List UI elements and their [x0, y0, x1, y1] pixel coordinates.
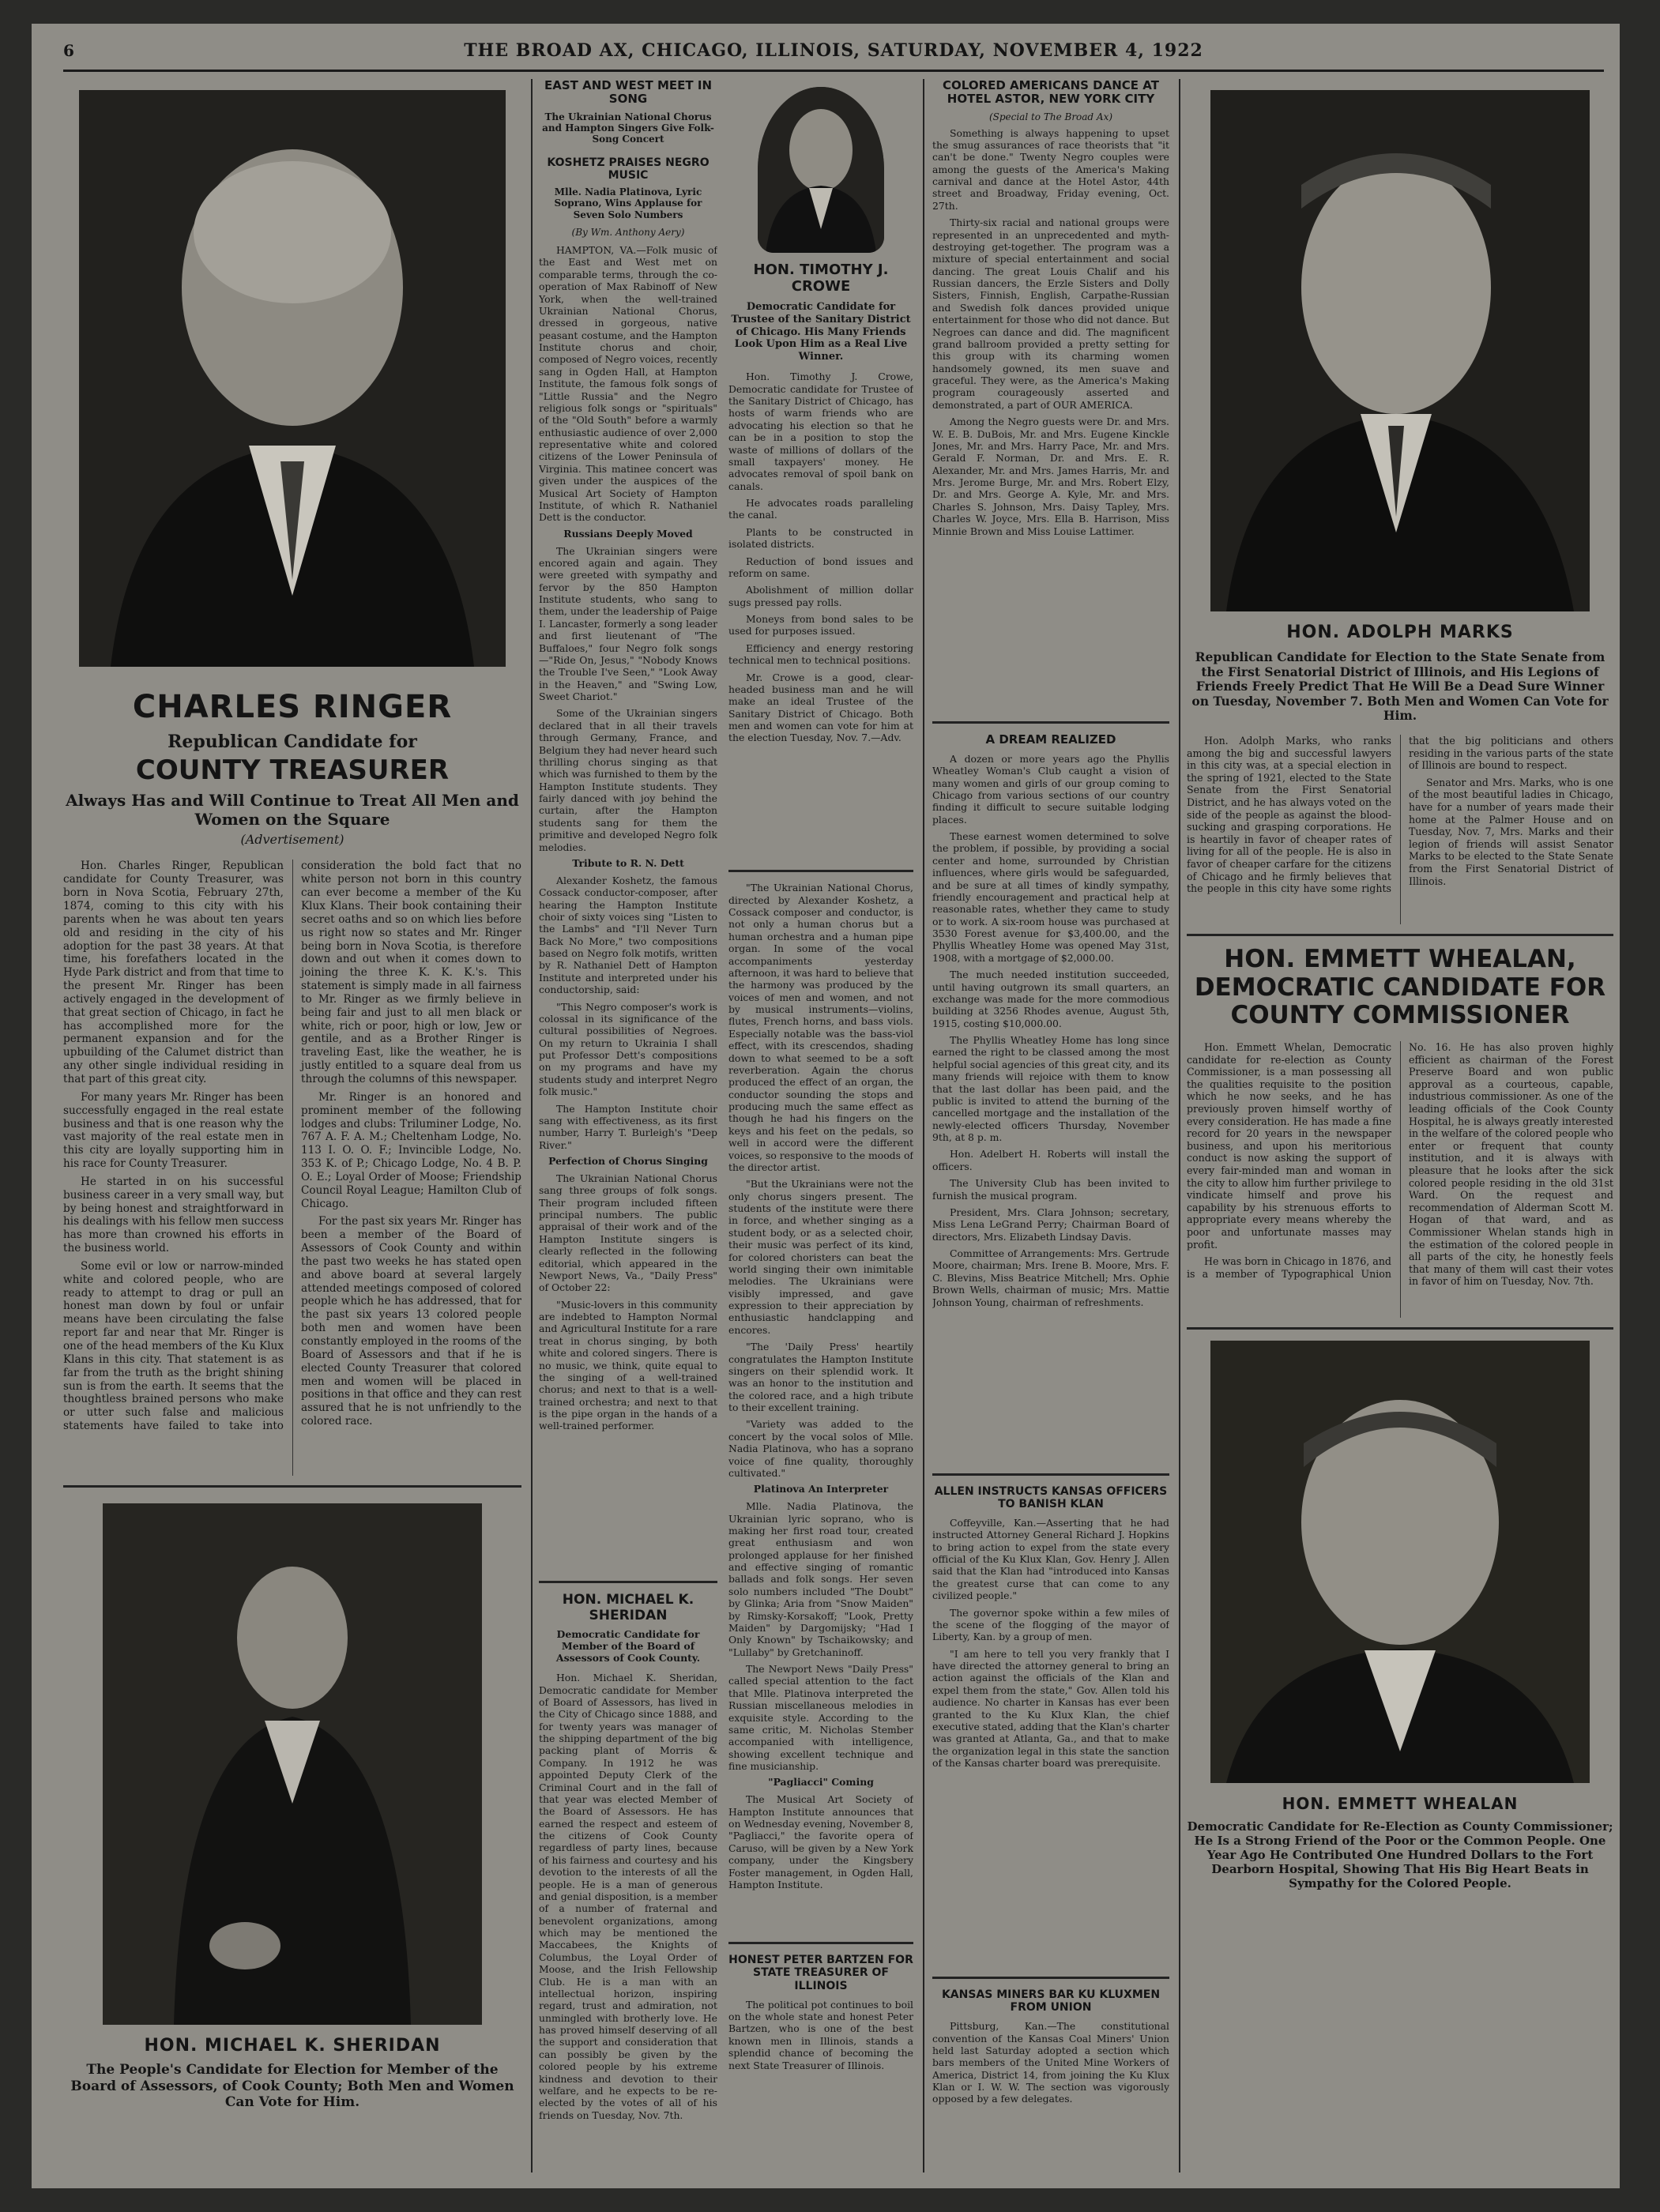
paragraph: Hon. Emmett Whelan, Democratic candidate for re-election as County Commissioner, is a man possessing all the qualities requisite to the position which he now seeks, and he has previously proven himself worthy of every consideration. He has made a fine record for 20 years in the newspaper business, and upon his meritorious conduct is now asking the support of every fair-minded man and woman in the city to allow him further privilege to vindicate himself and prove his capability by his strenuous efforts to appropriate every means whereby the poor and unfortunate masses may profit. — [1187, 1040, 1391, 1251]
paragraph: Alexander Koshetz, the famous Cossack conductor-composer, after hearing the Hampton Institute choir of sixty voices sing "Listen to the Lambs" and "I'll Never Turn Back No More," two compositions based on Negro folk motifs, written by R. Nathaniel Dett of Hampton Institute and interpreted under his conductorship, said: — [539, 874, 717, 996]
divider — [539, 1581, 717, 1583]
paragraph: A dozen or more years ago the Phyllis Wheatley Woman's Club caught a vision of many women and girls of our group coming to Chicago from various sections of our country finding it difficult to secure suitable lodging places. — [932, 752, 1169, 826]
paragraph: He was born in Chicago in 1876, and is a member of Typographical Union No. 16. He has also proven highly efficient as chairman of the Forest Preserve Board and won public approval as a courteous, capable, industrious commissioner. As one of the leading officials of the Cook County Hospital, he is always greatly interested in the welfare of the colored people who enter or frequent that county institution, and it is always with pleasure that he looks after the sick colored people residing in the old 31st Ward. On the request and recommendation of Alderman Scott M. Hogan of that ward, and as Commissioner Whelan stands high in the estimation of the colored people in all parts of the city, he honestly feels that many of them will cast their votes in favor of him on Tuesday, Nov. 7th. — [1187, 1040, 1613, 1288]
subhead: Perfection of Chorus Singing — [548, 1155, 708, 1168]
paragraph: Efficiency and energy restoring technical men to technical positions. — [728, 641, 913, 667]
page-number: 6 — [63, 41, 75, 60]
marks-photo — [1210, 90, 1590, 611]
portrait-photo-icon — [758, 87, 884, 253]
sheridan-subtitle: Democratic Candidate for Member of the Board of Assessors of Cook County. — [555, 1628, 701, 1665]
advertisement-label: (Advertisement) — [240, 832, 344, 848]
paragraph: Moneys from bond sales to be used for purposes issued. — [728, 613, 913, 638]
whealan-photo — [1210, 1341, 1590, 1783]
paragraph: For many years Mr. Ringer has been successfully engaged in the real estate business and that is one reason why the vast majority of the real estate men in this city are loyally supporting him in his race for County Treasurer. — [63, 1090, 284, 1171]
paragraph: The much needed institution succeeded, until having outgrown its small quarters, an exchange was made for the more commodious building at 3256 Rhodes avenue, August 5th, 1915, costing $10,000.00. — [932, 969, 1169, 1029]
astor-body — [932, 127, 1169, 712]
paragraph: President, Mrs. Clara Johnson; secretary, Miss Lena LeGrand Perry; Chairman Board of directors, Mrs. Elizabeth Lindsay Davis. — [932, 1206, 1169, 1243]
paragraph: Mr. Ringer is an honored and prominent member of the following lodges and clubs: Triluminer Lodge, No. 767 A. F. A. M.; Cheltenham Lodge, No. 113 I. O. O. F.; Invincible Lodge, No. 353 K. of P.; Chicago Lodge, No. 4 B. P. O. E.; Loyal Order of Moose; Friendship Council Royal League; Hamilton Club of Chicago. — [301, 1090, 521, 1210]
portrait-photo-icon — [79, 90, 506, 667]
ringer-subtitle-2: COUNTY TREASURER — [135, 754, 450, 787]
divider — [932, 721, 1169, 724]
masthead-title: THE BROAD AX, CHICAGO, ILLINOIS, SATURDAY, NOVEMBER 4, 1922 — [464, 40, 1203, 61]
paragraph: HAMPTON, VA.—Folk music of the East and West met on comparable terms, through the co-operation of Max Rabinoff of New York, when the well-trained Ukrainian National Chorus, dressed in gorgeous, native peasant costume, and the Hampton Institute chorus and choir, composed of Negro voices, recently sang in Ogden Hall, at Hampton Institute, the famous folk songs of "Little Russia" and the Negro religious folk songs or "spirituals" of the "Old South" before a warmly enthusiastic audience of over 2,000 representative white and colored citizens of the Lower Peninsula of Virginia. This matinee concert was given under the auspices of the Musical Art Society of Hampton Institute, of which R. Nathaniel Dett is the conductor. — [539, 244, 717, 524]
column-rule — [1179, 79, 1180, 2172]
paragraph: Hon. Adolph Marks, who ranks among the big and successful lawyers in this city was, at a special election in the spring of 1921, elected to the State Senate from the First Senatorial District, and he has always voted on the side of the people as against the blood-sucking and grasping corporations. He is heartily in favor of cheaper rates of living for all of the people. He is also in favor of cheaper carfare for the citizens of Chicago and he firmly believes that the people in this city have some rights that the big politicians and others residing in the various parts of the state of Illinois are bound to respect. — [1187, 734, 1613, 895]
paragraph: Plants to be constructed in isolated districts. — [728, 525, 913, 551]
sheridan-body — [539, 1672, 717, 2172]
paragraph: "The 'Daily Press' heartily congratulates the Hampton Institute singers on their splendid work. It was an honor to the institution and the colored race, and a high tribute to their excellent training. — [728, 1341, 913, 1414]
paragraph: Hon. Charles Ringer, Republican candidate for County Treasurer, was born in Nova Scotia, February 27th, 1874, coming to this city with his parents when he was about ten years old and residing in the city of his adoption for the past 38 years. At that time, his forefathers located in the Hyde Park district and from that time to the present Mr. Ringer has been actively engaged in the development of that great section of Chicago, in fact he has accomplished more for the permanent expansion and for the upbuilding of the Calumet district than any other single individual residing in that part of this great city. — [63, 860, 284, 1085]
newspaper-page — [32, 24, 1620, 2188]
whealan-caption: HON. EMMETT WHEALAN — [1282, 1793, 1519, 1813]
paragraph: He advocates roads paralleling the canal. — [728, 497, 913, 521]
music-headline: EAST AND WEST MEET IN SONG — [544, 79, 712, 107]
paragraph: "Variety was added to the concert by the vocal solos of Mlle. Nadia Platinova, who has a soprano voice of fine quality, thoroughly cultivated." — [728, 1418, 913, 1479]
column-marks — [1187, 79, 1613, 2172]
paragraph: Some evil or low or narrow-minded white and colored people, who are ready to attempt to drag or pull an honest man down by foul or unfair means have been circulating the false report far and near that Mr. Ringer is one of the head members of the Ku Klux Klans in this city. That statement is as far from the truth as the bright shining sun is from the earth. It seems that the thoughtless brained persons who make or utter such false and malicious statements have failed to take into consideration the bold fact that no white person not born in this country can ever become a member of the Ku Klux Klans. Their book containing their secret oaths and so on which lies before us right now so states and Mr. Ringer being born in Nova Scotia, is therefore down and out when it comes down to joining the three K. K. K.'s. This statement is simply made in all fairness to Mr. Ringer as we firmly believe in being fair and just to all men black or white, rich or poor, high or low, Jew or gentile, and as a Brother Ringer is traveling East, like the weather, he is justly entitled to a square deal from us through the columns of this newspaper. — [63, 860, 521, 1433]
paragraph: Mlle. Nadia Platinova, the Ukrainian lyric soprano, who is making her first road tour, created great enthusiasm and won prolonged applause for her finished and effective singing of romantic ballads and folk songs. Her seven solo numbers included "The Doubt" by Glinka; Aria from "Snow Maiden" by Rimsky-Korsakoff; "Look, Pretty Maiden" by Dargomijsky; "Had I Only Known" by Tschaikowsky; and "Lullaby" by Gretchaninoff. — [728, 1500, 913, 1658]
bartzen-body — [728, 1999, 913, 2071]
paragraph: "This Negro composer's work is colossal in its significance of the cultural possibilities of Negroes. On my return to Ukrainia I shall put Professor Dett's compositions on my programs and have my students study and interpret Negro folk music." — [539, 1000, 717, 1098]
music-subheadline: The Ukrainian National Chorus and Hampton Singers Give Folk-Song Concert — [542, 111, 714, 145]
klan-headline: ALLEN INSTRUCTS KANSAS OFFICERS TO BANISH KLAN — [934, 1484, 1168, 1510]
music-body — [539, 244, 717, 1571]
subhead: Tribute to R. N. Dett — [572, 856, 684, 869]
paragraph: The Musical Art Society of Hampton Institute announces that on Wednesday evening, November 8, "Pagliacci," the favorite opera of Caruso, will be given by a New York company, under the Kingsbery Foster management, in Ogden Hall, Hampton Institute. — [728, 1793, 913, 1890]
paragraph: He started in on his successful business career in a very small way, but by being honest and straightforward in his dealings with his fellow men success has more than crowned his efforts in the business world. — [63, 1175, 284, 1255]
ringer-subtitle-3: Always Has and Will Continue to Treat All Men and Women on the Square — [66, 791, 519, 830]
crowe-subtitle: Democratic Candidate for Trustee of the Sanitary District of Chicago. His Many Friends Look Upon Him as a Real Live Winner. — [731, 301, 911, 363]
dream-headline: A DREAM REALIZED — [985, 732, 1116, 747]
bartzen-headline: HONEST PETER BARTZEN FOR STATE TREASURER OF ILLINOIS — [728, 1954, 913, 1992]
paragraph: "The Ukrainian National Chorus, directed by Alexander Koshetz, a Cossack composer and conductor, is not only a human chorus but a human orchestra and a human pipe organ. In some of the vocal accompaniments yesterday afternoon, it was hard to believe that the harmony was produced by the voices of men and women, and not by musical instruments—violins, flutes, French horns, and bass viols. Especially notable was the bass-viol effect, with its crescendos, shading down to what seemed to be a soft reverberation. Again the chorus produced the effect of an organ, the conductor sounding the stops and producing much the same effect as though he had his fingers on the keys and his feet on the pedals, so well in accord were the different voices, so responsive to the moods of the director artist. — [728, 882, 913, 1173]
ringer-article-body — [63, 860, 521, 1476]
sheridan-photo — [103, 1503, 482, 2025]
paragraph: These earnest women determined to solve the problem, if possible, by providing a social center and home, surrounded by Christian influences, where girls would be safeguarded, and be sure at all times of kindly sympathy, friendly encouragement and practical help at reasonable rates, whether they came to study or to work. A six-room house was purchased at 3530 Forest avenue for $3,400.00, and the Phyllis Wheatley Home was opened May 31st, 1908, with a mortgage of $2,000.00. — [932, 830, 1169, 964]
ringer-name: CHARLES RINGER — [132, 689, 453, 725]
whealan-headline: HON. EMMETT WHEALAN, DEMOCRATIC CANDIDATE FOR COUNTY COMMISSIONER — [1194, 944, 1606, 1030]
divider — [1187, 934, 1613, 936]
paragraph: Reduction of bond issues and reform on same. — [728, 555, 913, 579]
divider — [1187, 1327, 1613, 1330]
ringer-subtitle-1: Republican Candidate for — [168, 732, 417, 752]
column-rule — [531, 79, 533, 2172]
marks-caption: HON. ADOLPH MARKS — [1286, 623, 1514, 642]
column-ringer — [63, 79, 521, 2165]
subhead: "Pagliacci" Coming — [768, 1776, 874, 1789]
paragraph: The Ukrainian singers were encored again and again. They were greeted with sympathy and fervor by the 850 Hampton Institute students, who sang to them, under the leadership of Paige I. Lancaster, formerly a song leader and first lieutenant of "The Buffaloes," four Negro folk songs—"Ride On, Jesus," "Nobody Knows the Trouble I've Seen," "Look Away in the Heaven," and "Swing Low, Sweet Chariot." — [539, 544, 717, 703]
column-news — [932, 79, 1169, 2172]
paragraph: "I am here to tell you very frankly that I have directed the attorney general to bring an action against the officials of the Klan and expel them from the state," Gov. Allen told his audience. No charter in Kansas has ever been granted to the Ku Klux Klan, the chief executive stated, adding that the Klan's charter was granted at Atlanta, Ga., and that to make the organization legal in this state the sanction of the Kansas charter board was prerequisite. — [932, 1647, 1169, 1770]
column-music — [539, 79, 717, 2172]
paragraph: "But the Ukrainians were not the only chorus singers present. The students of the institute were there in force, and whether singing as a student body, or as a selected choir, their music was perfect of its kind, for colored choristers can beat the world singing their own inimitable melodies. The Ukrainians were visibly impressed, and gave expression to their appreciation by enthusiastic handclapping and encores. — [728, 1178, 913, 1336]
subhead: Platinova An Interpreter — [753, 1483, 889, 1495]
paragraph: The governor spoke within a few miles of the scene of the flogging of the mayor of Liberty, Kan. by a group of men. — [932, 1606, 1169, 1643]
column-crowe — [728, 79, 913, 2172]
portrait-photo-icon — [1210, 1341, 1590, 1783]
divider — [728, 1942, 913, 1944]
paragraph: Abolishment of million dollar sugs pressed pay rolls. — [728, 584, 913, 608]
masthead — [63, 32, 1604, 72]
divider — [728, 870, 913, 872]
paragraph: Pittsburg, Kan.—The constitutional convention of the Kansas Coal Miners' Union held last Saturday adopted a section which bars members of the United Mine Workers of America, District 14, from joining the Ku Klux Klan or I. W. W. The section was vigorously opposed by a few delegates. — [932, 2020, 1169, 2105]
paragraph: The Phyllis Wheatley Home has long since earned the right to be classed among the most helpful social agencies of this great city, and its many friends will rejoice with them to know that the last dollar has been paid, and the public is invited to attend the burning of the cancelled mortgage and the installation of the newly-elected officers Thursday, November 9th, at 8 p. m. — [932, 1034, 1169, 1143]
astor-headline: COLORED AMERICANS DANCE AT HOTEL ASTOR, NEW YORK CITY — [943, 79, 1159, 107]
column-rule — [923, 79, 924, 2172]
music-headline-2: KOSHETZ PRAISES NEGRO MUSIC — [547, 156, 710, 182]
whealan-subcaption: Democratic Candidate for Re-Election as County Commissioner; He Is a Strong Friend of the Poor or the Common People. One Year Ago He Contributed One Hundred Dollars to the Fort Dearborn Hospital, Showing That His Big Heart Beats in Sympathy for the Colored People. — [1187, 1819, 1613, 1890]
paragraph: Some of the Ukrainian singers declared that in all their travels through Germany, France, and Belgium they had never heard such thrilling chorus singing as that which was furnished to them by the Hampton Institute students. They fairly danced with joy behind the curtain, after the Hampton students sang for them the primitive and developed Negro folk melodies. — [539, 707, 717, 853]
divider — [932, 1977, 1169, 1979]
paragraph: Hon. Adelbert H. Roberts will install the officers. — [932, 1148, 1169, 1172]
paragraph: Committee of Arrangements: Mrs. Gertrude Moore, chairman; Mrs. Irene B. Moore, Mrs. F. C. Blevins, Miss Beatrice Mitchell; Mrs. Ophie Brown Wells, chairman of music; Mrs. Mattie Johnson Young, chairman of refreshments. — [932, 1247, 1169, 1308]
paragraph: Thirty-six racial and national groups were represented in an unprecedented and myth-destroying get-together. The program was a mixture of special entertainment and social dancing. The great Louis Chalif and his Russian dancers, the Erzle Sisters and Dolly Sisters, Finnish, English, Carpathe-Russian and Swedish folk dances provided unique entertainment for those who did not dance. But Negroes can dance and did. The magnificent grand ballroom provided a pretty setting for this group with its charming women handsomely gowned, its men suave and graceful. They were, as the America's Making program courageously asserted and demonstrated, a part of OUR AMERICA. — [932, 216, 1169, 411]
crowe-name: HON. TIMOTHY J. CROWE — [753, 261, 889, 295]
music-subheadline-2: Mlle. Nadia Platinova, Lyric Soprano, Wins Applause for Seven Solo Numbers — [554, 186, 702, 220]
paragraph: "Music-lovers in this community are indebted to Hampton Normal and Agricultural Institute for a rare treat in chorus singing, by both white and colored singers. There is no music, we think, quite equal to the singing of a well-trained chorus; and next to that is a well-trained orchestra; and next to that is the pipe organ in the hands of a well-trained performer. — [539, 1298, 717, 1432]
marks-subtitle: Republican Candidate for Election to the State Senate from the First Senatorial District of Illinois, and His Legions of Friends Freely Predict That He Will Be a Dead Sure Winner on Tuesday, November 7. Both Men and Women Can Vote for Him. — [1191, 649, 1609, 724]
crowe-photo — [758, 87, 884, 253]
marks-body — [1187, 735, 1613, 924]
dream-body — [932, 753, 1169, 1464]
whealan-body — [1187, 1041, 1613, 1318]
klan-body — [932, 1517, 1169, 1967]
paragraph: The Ukrainian National Chorus sang three groups of folk songs. Their program included fifteen principal numbers. The public appraisal of their work and of the Hampton Institute singers is clearly reflected in the following editorial, which appeared in the Newport News, Va., "Daily Press" of October 22: — [539, 1172, 717, 1294]
sheridan-photo-caption: HON. MICHAEL K. SHERIDAN — [144, 2036, 441, 2056]
divider — [63, 1485, 521, 1488]
crowe-body — [728, 371, 913, 860]
sheridan-headline: HON. MICHAEL K. SHERIDAN — [562, 1592, 694, 1623]
paragraph: Senator and Mrs. Marks, who is one of the most beautiful ladies in Chicago, have for a number of years made their home at the Palmer House and on Tuesday, Nov. 7, Mrs. Marks and their legion of friends will assist Senator Marks to be elected to the State Senate from the First Senatorial District of Illinois. — [1409, 776, 1613, 887]
paragraph: Something is always happening to upset the smug assurances of race theorists that "it can't be done." Twenty Negro couples were among the guests of the America's Making carnival and dance at the Hotel Astor, 44th street and Broadway, Friday evening, Oct. 27th. — [932, 126, 1169, 212]
sheridan-photo-subcaption: The People's Candidate for Election for Member of the Board of Assessors, of Cook County; Both Men and Women Can Vote for Him. — [70, 2062, 514, 2111]
paragraph: The University Club has been invited to furnish the musical program. — [932, 1177, 1169, 1202]
paragraph: Mr. Crowe is a good, clear-headed business man and he will make an ideal Trustee of the Sanitary District of Chicago. Both men and women can vote for him at the election Tuesday, Nov. 7.—Adv. — [728, 671, 913, 744]
paragraph: The Newport News "Daily Press" called special attention to the fact that Mlle. Platinova interpreted the Russian miscellaneous melodies in exquisite style. According to the same critic, M. Nicholas Stember accompanied with intelligence, showing excellent technique and fine musicianship. — [728, 1663, 913, 1773]
ringer-photo — [79, 90, 506, 667]
miners-body — [932, 2020, 1169, 2105]
paragraph: Hon. Michael K. Sheridan, Democratic candidate for Member of Board of Assessors, has lived in the City of Chicago since 1888, and for twenty years was manager of the shipping department of the big packing plant of Morris & Company. In 1912 he was appointed Deputy Clerk of the Criminal Court and in the fall of that year was elected Member of the Board of Assessors. He has earned the respect and esteem of the citizens of Cook County regardless of party lines, because of his fairness and courtesy and his devotion to the interests of all the people. He is a man of generous and genial disposition, is a member of a number of fraternal and benevolent organizations, among which may be mentioned the Maccabees, the Knights of Columbus, the Loyal Order of Moose, and the Irish Fellowship Club. He is a man with an intellectual horizon, inspiring regard, trust and admiration, not unmingled with brotherly love. He has proved himself deserving of all the support and consideration that can possibly be given by the colored people by his extreme kindness and devotion to their welfare, and he expects to be re-elected by the votes of all of his friends on Tuesday, Nov. 7th. — [539, 1672, 717, 2121]
divider — [932, 1473, 1169, 1476]
music-continued-body — [728, 882, 913, 1932]
paragraph: The Hampton Institute choir sang with effectiveness, as its first number, Harry T. Burleigh's "Deep River." — [539, 1102, 717, 1151]
paragraph: Coffeyville, Kan.—Asserting that he had instructed Attorney General Richard J. Hopkins to bring action to expel from the state every official of the Ku Klux Klan, Gov. Henry J. Allen said that the Klan had "introduced into Kansas the greatest curse that can come to any civilized people." — [932, 1516, 1169, 1602]
paragraph: Among the Negro guests were Dr. and Mrs. W. E. B. DuBois, Mr. and Mrs. Eugene Kinckle Jones, Mr. and Mrs. Harry Pace, Mr. and Mrs. Gerald F. Norman, Dr. and Mrs. E. R. Alexander, Mr. and Mrs. James Harris, Mr. and Mrs. Jerome Burge, Mr. and Mrs. Robert Elzy, Dr. and Mrs. George A. Kyle, Mr. and Mrs. Charles S. Johnson, Mrs. Daisy Tapley, Mrs. Charles W. Joyce, Mrs. Ella B. Harrison, Miss Minnie Brown and Miss Louise Lattimer. — [932, 416, 1169, 537]
portrait-photo-icon — [103, 1503, 482, 2025]
music-byline: (By Wm. Anthony Aery) — [571, 227, 685, 239]
paragraph: Hon. Timothy J. Crowe, Democratic candidate for Trustee of the Sanitary District of Chicago, has hosts of warm friends who are advocating his election so that he can be in a position to stop the waste of millions of dollars of the small taxpayers' money. He advocates removal of spoil bank on canals. — [728, 371, 913, 492]
paragraph: For the past six years Mr. Ringer has been a member of the Board of Assessors of Cook County and within the past two weeks he has stated open and above board at several largely attended meetings composed of colored people which he has addressed, that for the past six years 13 colored people both men and women have been constantly employed in the rooms of the Board of Assessors and that if he is elected County Treasurer that colored men and women will be placed in positions in that office and they can rest assured that he is not unfriendly to the colored race. — [301, 1215, 521, 1428]
paragraph: The political pot continues to boil on the whole state and honest Peter Bartzen, who is one of the best known men in Illinois, stands a splendid chance of becoming the next State Treasurer of Illinois. — [728, 1998, 913, 2071]
astor-special: (Special to The Broad Ax) — [988, 111, 1113, 122]
portrait-photo-icon — [1210, 90, 1590, 611]
subhead: Russians Deeply Moved — [563, 527, 693, 540]
miners-headline: KANSAS MINERS BAR KU KLUXMEN FROM UNION — [941, 1988, 1161, 2014]
